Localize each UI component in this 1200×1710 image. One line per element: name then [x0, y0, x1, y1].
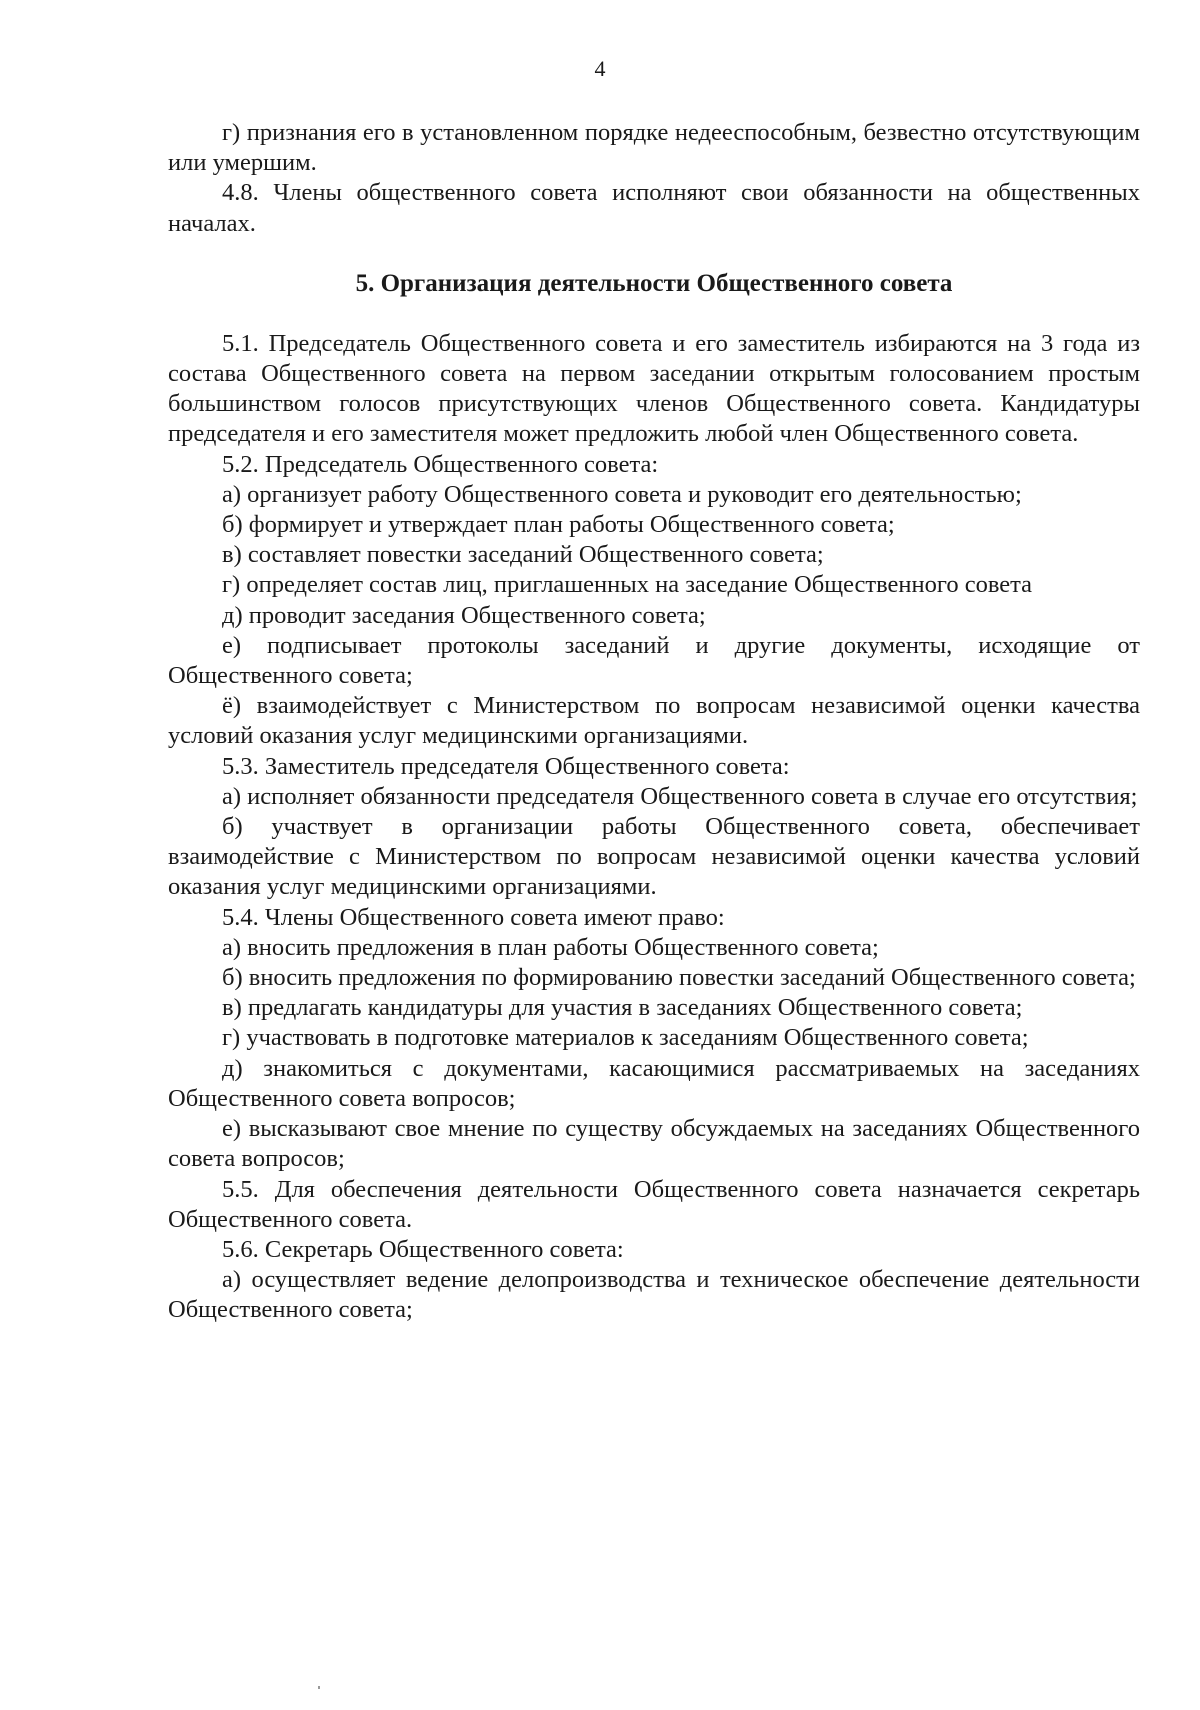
list-item: в) составляет повестки заседаний Общественного совета;	[222, 541, 824, 569]
list-item: г) участвовать в подготовке материалов к заседаниям Общественного совета;	[222, 1024, 1029, 1052]
paragraph-5-5: 5.5. Для обеспечения деятельности Общественного совета назначается секретарь Общественного совета.	[168, 1175, 1140, 1233]
list-item: а) организует работу Общественного совета и руководит его деятельностью;	[222, 480, 1022, 508]
list-item: е) подписывает протоколы заседаний и другие документы, исходящие от Общественного совета;	[168, 631, 1140, 690]
paragraph-4-8: 4.8. Члены общественного совета исполняют свои обязанности на общественных началах.	[168, 179, 1140, 237]
list-item: е) высказывают свое мнение по существу обсуждаемых на заседаниях Общественного совета вопросов;	[168, 1115, 1140, 1173]
section-heading: 5. Организация деятельности Общественного совета	[355, 269, 953, 297]
list-item: д) проводит заседания Общественного совета;	[222, 601, 706, 629]
scan-speck	[318, 1686, 320, 1689]
paragraph-5-6: 5.6. Секретарь Общественного совета:	[222, 1235, 624, 1263]
list-item: г) определяет состав лиц, приглашенных на заседание Общественного совета	[222, 571, 1033, 599]
list-item: ё) взаимодействует с Министерством по вопросам независимой оценки качества условий оказания услуг медицинскими организациями.	[168, 692, 1140, 750]
paragraph-5-1: 5.1. Председатель Общественного совета и его заместитель избираются на 3 года из состава Общественного совета на первом заседании открытым голосованием простым большинством голосов присутствующих членов Общественного совета. Кандидатуры председателя и его заместителя может предложить любой член Общественного совета.	[168, 329, 1140, 448]
list-item: в) предлагать кандидатуры для участия в заседаниях Общественного совета;	[222, 994, 1023, 1022]
paragraph-item-g-incapacity: г) признания его в установленном порядке недееспособным, безвестно отсутствующим или умершим.	[168, 119, 1140, 177]
list-item: б) формирует и утверждает план работы Общественного совета;	[222, 511, 895, 539]
list-item: б) вносить предложения по формированию повестки заседаний Общественного совета;	[222, 964, 1136, 992]
paragraph-5-2: 5.2. Председатель Общественного совета:	[222, 450, 659, 478]
paragraph-5-3: 5.3. Заместитель председателя Общественного совета:	[222, 752, 790, 780]
page-number: 4	[594, 56, 606, 81]
list-item: д) знакомиться с документами, касающимися рассматриваемых на заседаниях Общественного совета вопросов;	[168, 1054, 1140, 1112]
list-item: а) осуществляет ведение делопроизводства и техническое обеспечение деятельности Общественного совета;	[168, 1266, 1140, 1324]
document-body	[168, 118, 1140, 1326]
list-item: б) участвует в организации работы Общественного совета, обеспечивает взаимодействие с Министерством по вопросам независимой оценки качества условий оказания услуг медицинскими организациями.	[168, 813, 1140, 901]
list-item: а) вносить предложения в план работы Общественного совета;	[222, 933, 879, 961]
paragraph-5-4: 5.4. Члены Общественного совета имеют право:	[222, 903, 725, 931]
list-item: а) исполняет обязанности председателя Общественного совета в случае его отсутствия;	[222, 782, 1138, 810]
